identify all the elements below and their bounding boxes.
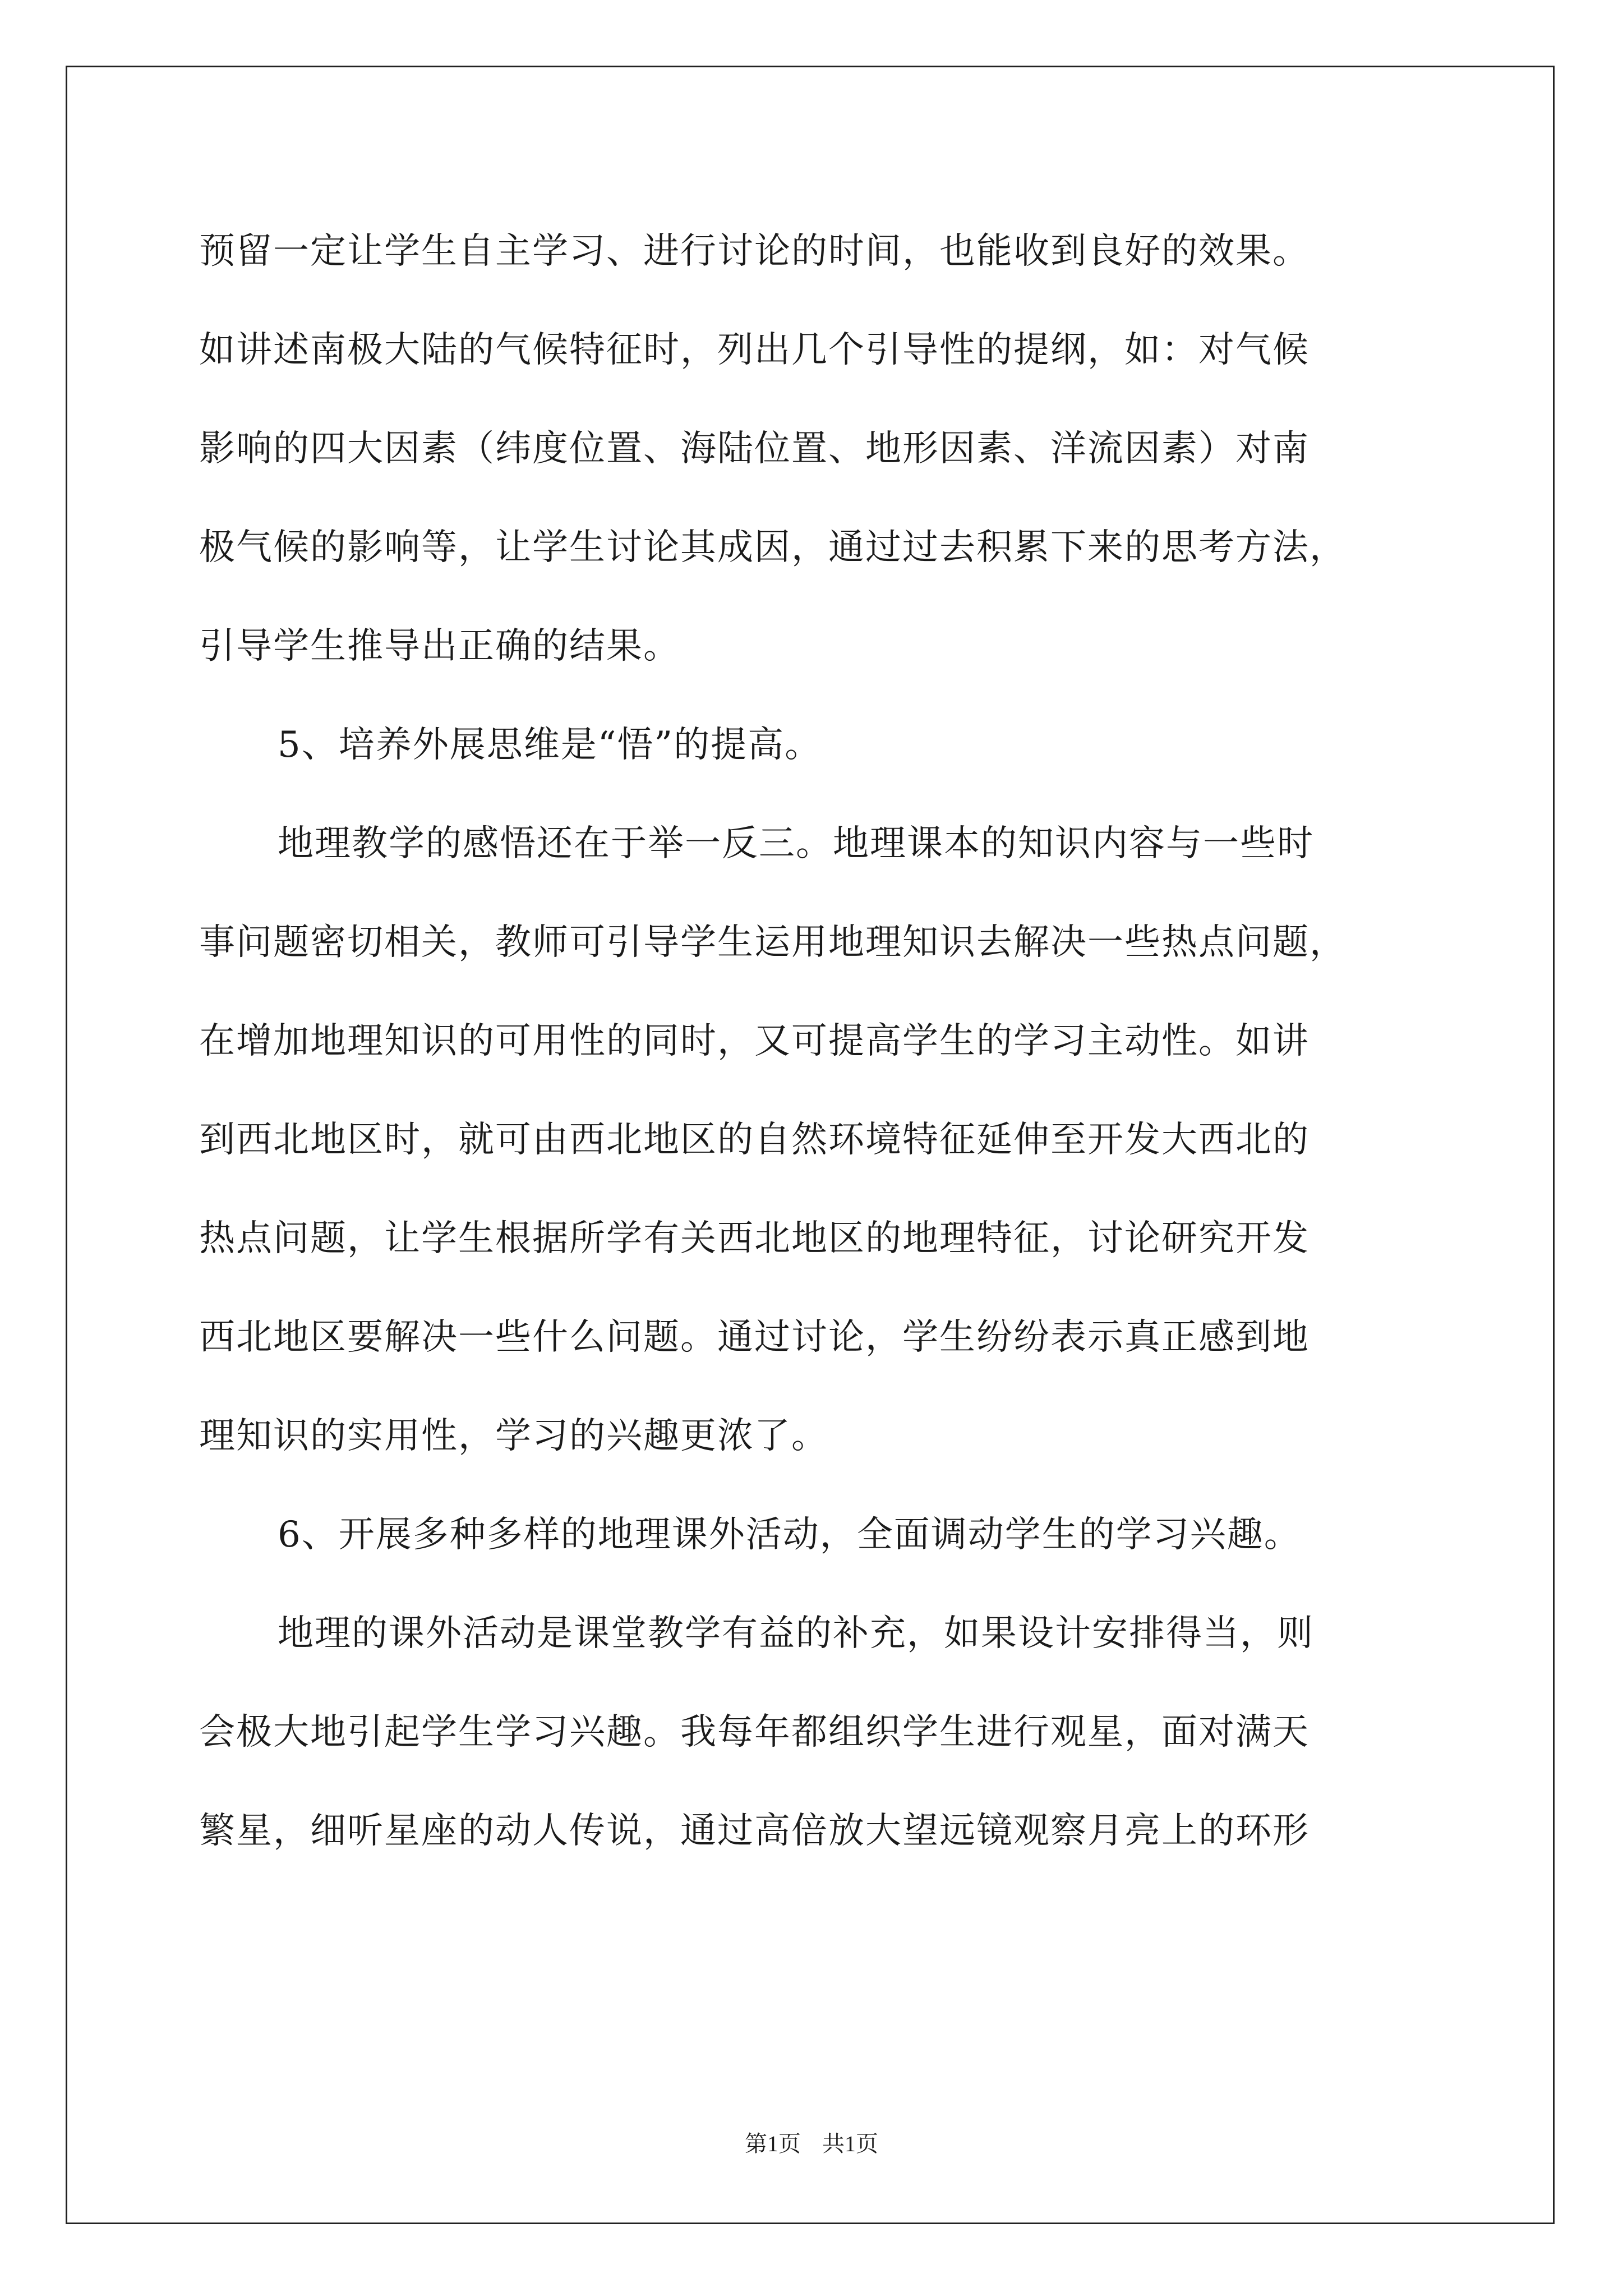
text-line: 事问题密切相关，教师可引导学生运用地理知识去解决一些热点问题， xyxy=(199,922,1347,963)
text-line: 如讲述南极大陆的气候特征时，列出几个引导性的提纲，如：对气候 xyxy=(199,329,1310,371)
paragraph-start: 地理的课外活动是课堂教学有益的补充，如果设计安排得当，则 xyxy=(278,1613,1314,1654)
page-total: 共1页 xyxy=(822,2131,878,2156)
paragraph-start: 地理教学的感悟还在于举一反三。地理课本的知识内容与一些时 xyxy=(278,823,1314,864)
text-line: 热点问题，让学生根据所学有关西北地区的地理特征，讨论研究开发 xyxy=(199,1218,1310,1259)
text-line: 理知识的实用性，学习的兴趣更浓了。 xyxy=(199,1415,828,1457)
text-line: 在增加地理知识的可用性的同时，又可提高学生的学习主动性。如讲 xyxy=(199,1020,1310,1062)
text-line: 繁星，细听星座的动人传说，通过高倍放大望远镜观察月亮上的环形 xyxy=(199,1810,1310,1852)
text-line: 预留一定让学生自主学习、进行讨论的时间，也能收到良好的效果。 xyxy=(199,231,1310,272)
text-line: 西北地区要解决一些什么问题。通过讨论，学生纷纷表示真正感到地 xyxy=(199,1317,1310,1358)
document-body xyxy=(199,202,1422,1880)
page-number: 第1页 xyxy=(745,2131,801,2156)
text-line: 引导学生推导出正确的结果。 xyxy=(199,625,680,667)
page-footer xyxy=(0,2126,1623,2158)
text-line: 到西北地区时，就可由西北地区的自然环境特征延伸至开发大西北的 xyxy=(199,1119,1310,1161)
text-line: 极气候的影响等，让学生讨论其成因，通过过去积累下来的思考方法， xyxy=(199,527,1347,568)
section-heading: 6、开展多种多样的地理课外活动，全面调动学生的学习兴趣。 xyxy=(278,1514,1301,1556)
text-line: 会极大地引起学生学习兴趣。我每年都组织学生进行观星，面对满天 xyxy=(199,1711,1310,1753)
text-line: 影响的四大因素（纬度位置、海陆位置、地形因素、洋流因素）对南 xyxy=(199,428,1310,470)
section-heading: 5、培养外展思维是“悟”的提高。 xyxy=(278,724,822,766)
